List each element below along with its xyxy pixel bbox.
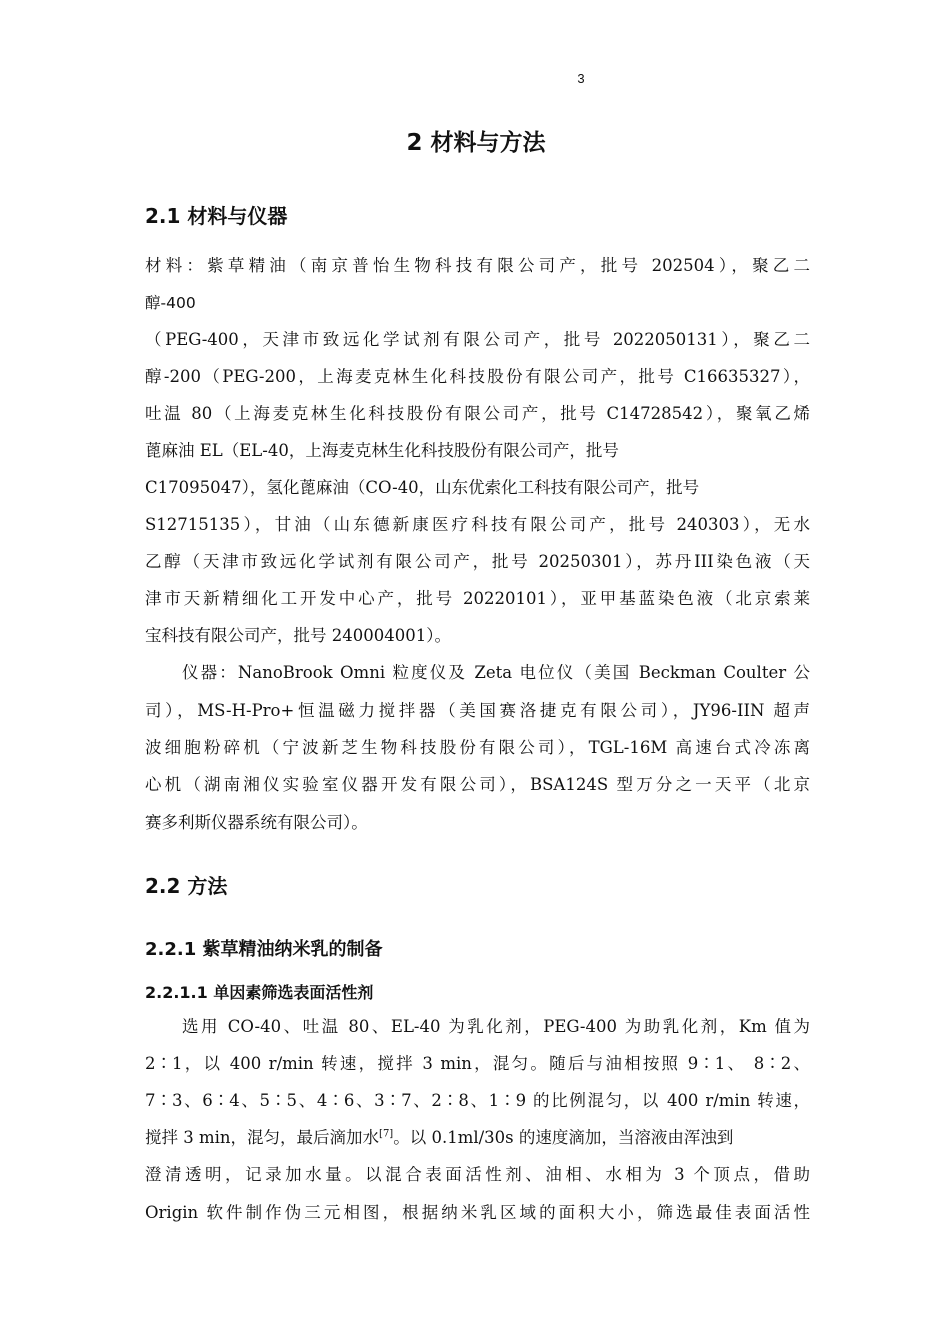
- subsection-heading-2-2-1: 2.2.1 紫草精油纳米乳的制备: [145, 939, 383, 960]
- text-line: 材料：紫草精油（南京普怡生物科技有限公司产，批号 202504），聚乙二: [145, 256, 810, 275]
- text-line: 仪器：NanoBrook Omni 粒度仪及 Zeta 电位仪（美国 Beckman Coulter 公: [182, 663, 810, 682]
- text-line: （PEG-400，天津市致远化学试剂有限公司产，批号 2022050131），聚乙二: [145, 330, 810, 349]
- text-line: 醇-200（PEG-200，上海麦克林生化科技股份有限公司产，批号 C16635327），: [145, 367, 810, 386]
- text-line: C17095047），氢化蓖麻油（CO-40，山东优索化工科技有限公司产，批号: [145, 478, 700, 497]
- chapter-title: 2 材料与方法: [406, 130, 546, 156]
- text-line: Origin 软件制作伪三元相图，根据纳米乳区域的面积大小，筛选最佳表面活性: [145, 1203, 810, 1222]
- section-heading-2-2: 2.2 方法: [145, 874, 228, 898]
- text-line: 7∶3、6∶4、5∶5、4∶6、3∶7、2∶8、1∶9 的比例混匀，以 400 r/min 转速，: [145, 1091, 810, 1110]
- text-line: 波细胞粉碎机（宁波新芝生物科技股份有限公司），TGL-16M 高速台式冷冻离: [145, 738, 810, 757]
- text-line: 选用 CO-40、吐温 80、EL-40 为乳化剂，PEG-400 为助乳化剂，Km 值为: [182, 1017, 810, 1036]
- text-line: 2∶1，以 400 r/min 转速，搅拌 3 min，混匀。随后与油相按照 9∶1、 8∶2、: [145, 1054, 810, 1073]
- text-line-with-citation: [145, 1127, 810, 1149]
- text-line: 心机（湖南湘仪实验室仪器开发有限公司），BSA124S 型万分之一天平（北京: [145, 775, 810, 794]
- text-line: 乙醇（天津市致远化学试剂有限公司产，批号 20250301），苏丹III染色液（天: [145, 552, 810, 571]
- page-number: 3: [577, 71, 585, 86]
- text-line: 赛多利斯仪器系统有限公司）。: [145, 813, 368, 832]
- section-heading-2-1: 2.1 材料与仪器: [145, 204, 288, 228]
- text-line: 蓖麻油 EL（EL-40，上海麦克林生化科技股份有限公司产，批号: [145, 441, 619, 460]
- text-segment: 。以 0.1ml/30s 的速度滴加，当溶液由浑浊到: [393, 1128, 734, 1147]
- text-line: S12715135），甘油（山东德新康医疗科技有限公司产，批号 240303），无水: [145, 515, 810, 534]
- text-line: 吐温 80（上海麦克林生化科技股份有限公司产，批号 C14728542），聚氧乙烯: [145, 404, 810, 423]
- text-line: 津市天新精细化工开发中心产，批号 20220101），亚甲基蓝染色液（北京索莱: [145, 589, 810, 608]
- text-segment: 搅拌 3 min，混匀，最后滴加水: [145, 1128, 380, 1147]
- text-line: 醇-400: [145, 294, 196, 312]
- text-line: 宝科技有限公司产，批号 240004001）。: [145, 626, 451, 645]
- citation-ref[interactable]: [7]: [379, 1128, 394, 1140]
- subsubsection-heading-2-2-1-1: 2.2.1.1 单因素筛选表面活性剂: [145, 983, 374, 1002]
- text-line: 司），MS-H-Pro+恒温磁力搅拌器（美国赛洛捷克有限公司），JY96-IIN 超声: [145, 701, 810, 720]
- text-line: 澄清透明，记录加水量。以混合表面活性剂、油相、水相为 3 个顶点，借助: [145, 1165, 810, 1184]
